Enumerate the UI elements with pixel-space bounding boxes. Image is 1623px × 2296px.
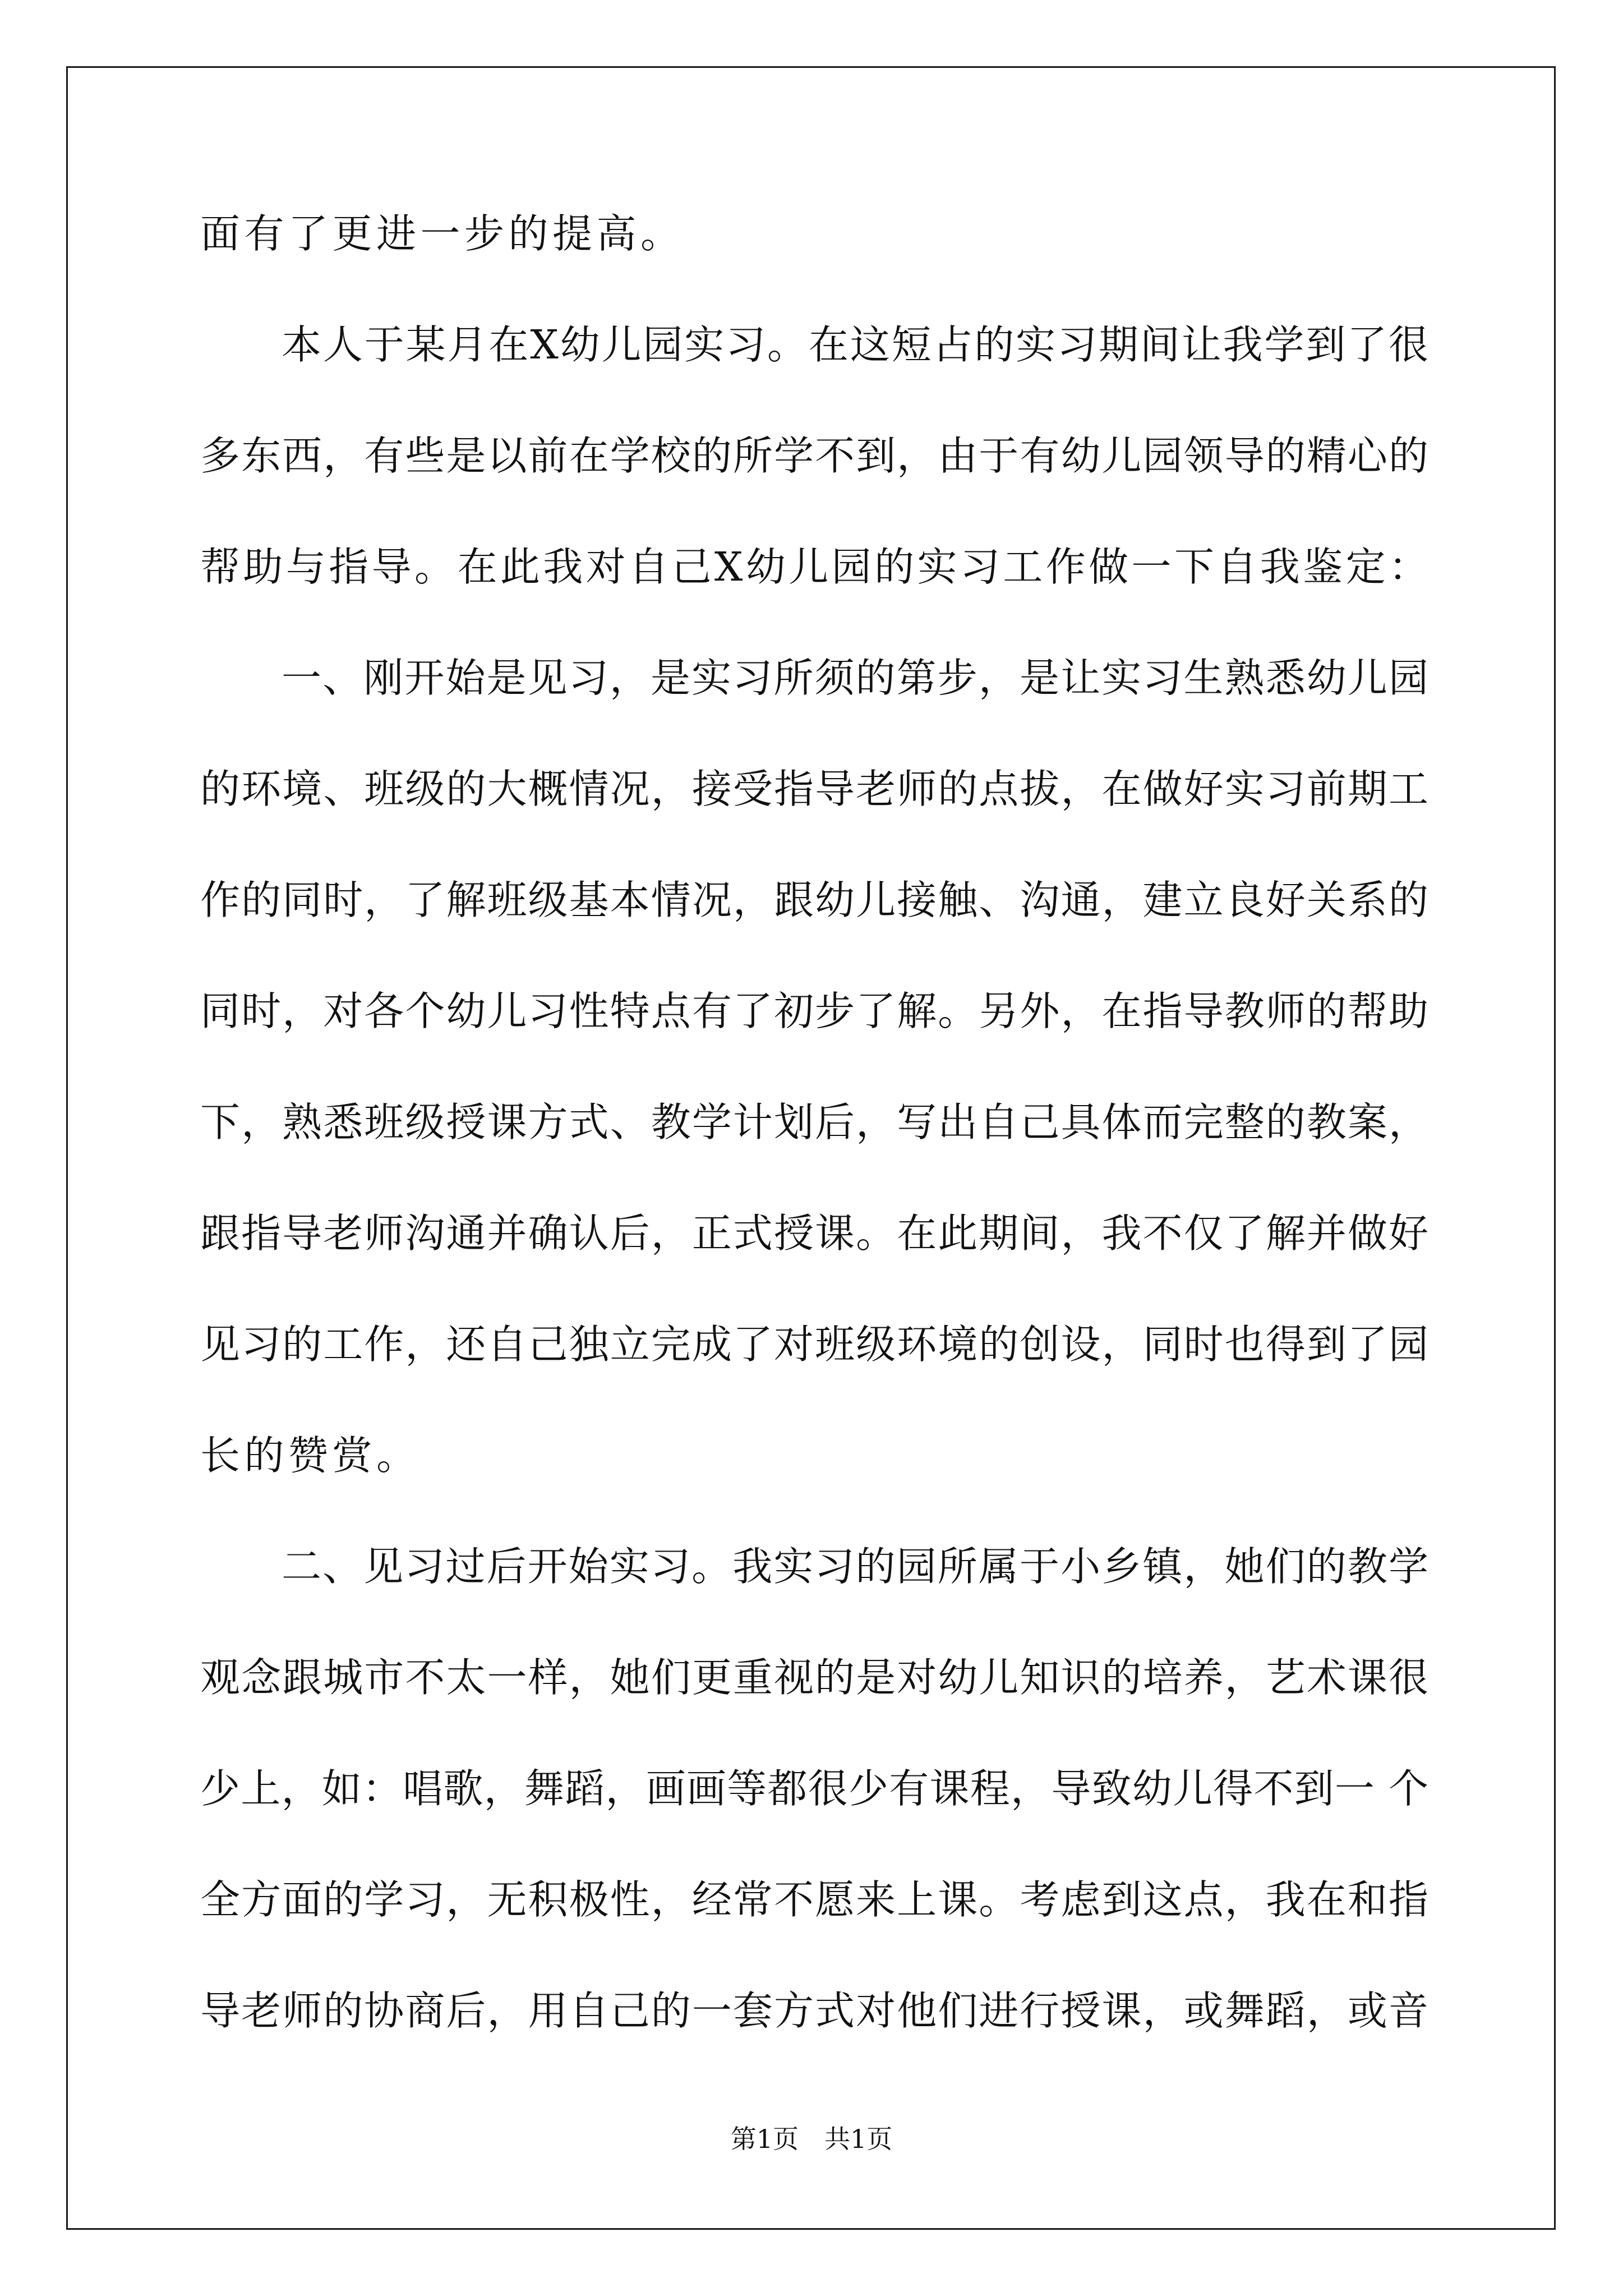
text-line: 帮助与指导。在此我对自己X幼儿园的实习工作做一下自我鉴定： [200, 544, 1428, 590]
page-number-footer: 第1页 共1页 [730, 2124, 893, 2154]
text-line: 下，熟悉班级授课方式、教学计划后，写出自己具体而完整的教案， [200, 1099, 1428, 1145]
text-line: 作的同时，了解班级基本情况，跟幼儿接触、沟通，建立良好关系的 [200, 877, 1428, 923]
text-line: 多东西，有些是以前在学校的所学不到，由于有幼儿园领导的精心的 [200, 432, 1428, 479]
text-line: 面有了更进一步的提高。 [200, 210, 685, 257]
text-line: 长的赞赏。 [200, 1432, 421, 1479]
text-line: 观念跟城市不太一样，她们更重视的是对幼儿知识的培养，艺术课很 [200, 1654, 1428, 1701]
text-line: 跟指导老师沟通并确认后，正式授课。在此期间，我不仅了解并做好 [200, 1210, 1428, 1257]
text-line: 二、见习过后开始实习。我实习的园所属于小乡镇，她们的教学 [282, 1543, 1428, 1590]
text-line: 的环境、班级的大概情况，接受指导老师的点拔，在做好实习前期工 [200, 766, 1428, 812]
text-line: 一、刚开始是见习，是实习所须的第步，是让实习生熟悉幼儿园 [282, 655, 1428, 701]
text-line: 见习的工作，还自己独立完成了对班级环境的创设，同时也得到了园 [200, 1321, 1428, 1368]
text-line: 少上，如：唱歌，舞蹈，画画等都很少有课程，导致幼儿得不到一 个 [200, 1765, 1428, 1812]
text-line: 导老师的协商后，用自己的一套方式对他们进行授课，或舞蹈，或音 [200, 1987, 1428, 2034]
text-line: 本人于某月在X幼儿园实习。在这短占的实习期间让我学到了很 [282, 321, 1428, 368]
text-line: 全方面的学习，无积极性，经常不愿来上课。考虑到这点，我在和指 [200, 1876, 1428, 1923]
text-line: 同时，对各个幼儿习性特点有了初步了解。另外，在指导教师的帮助 [200, 988, 1428, 1034]
